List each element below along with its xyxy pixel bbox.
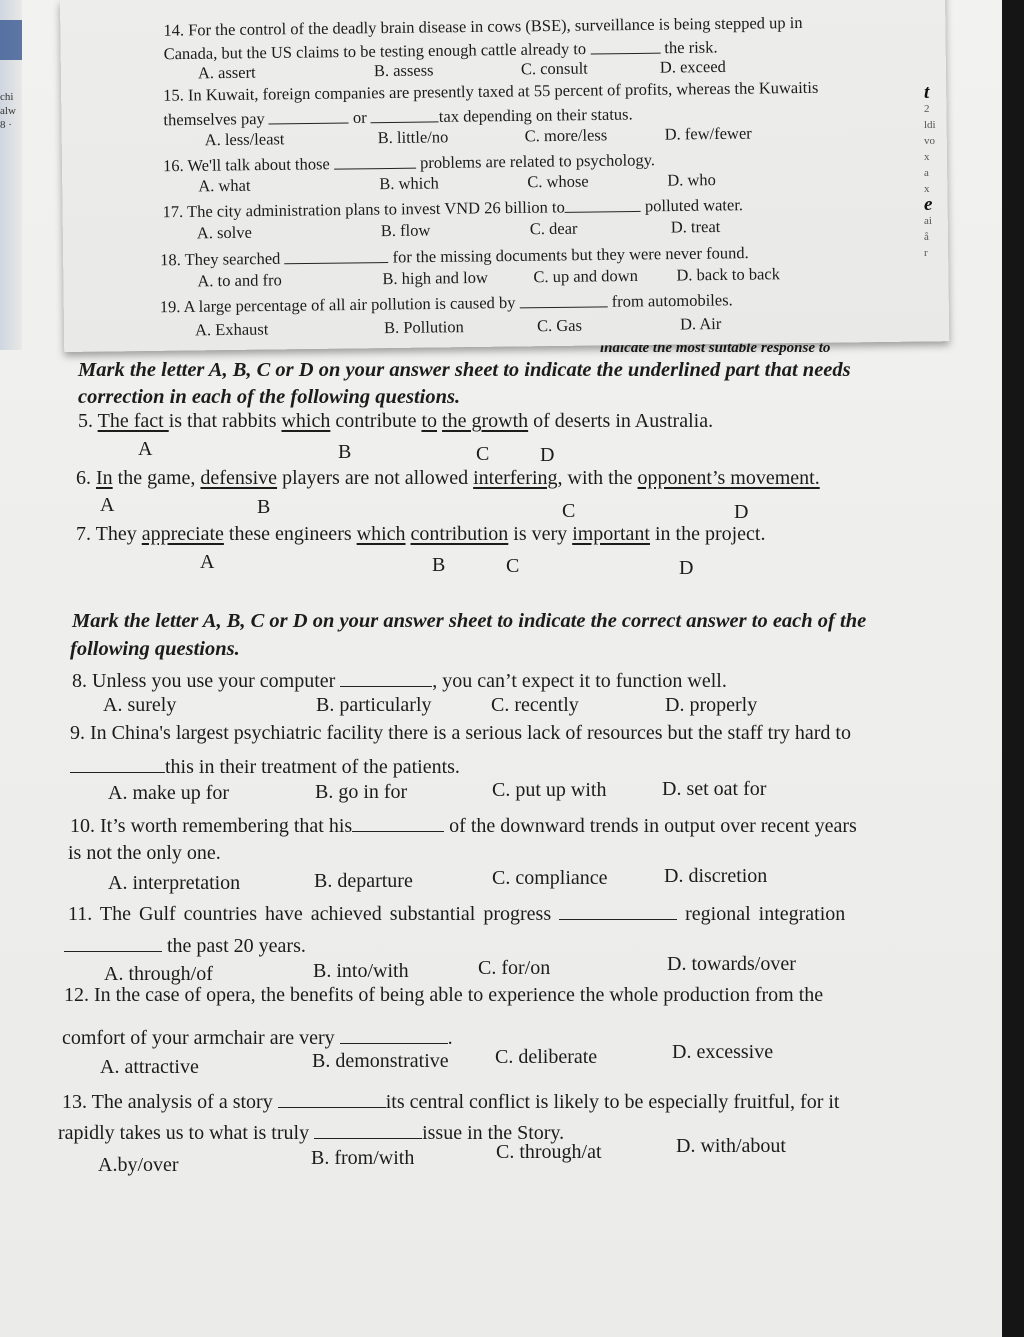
question-8: 8. Unless you use your computer , you can’t expect it to function well. [72, 666, 727, 693]
mark-ldi: ldi [924, 119, 936, 131]
q19-blank [519, 289, 607, 308]
q14-option-d: D. exceed [659, 56, 726, 77]
q12-option-c: C. deliberate [495, 1046, 598, 1068]
q6-letter-a: A [100, 494, 115, 516]
question-14-line-2: Canada, but the US claims to be testing enough cattle already to the risk. [163, 37, 718, 64]
q9-option-a: A. make up for [108, 782, 230, 804]
q9-option-d: D. set oat for [662, 778, 767, 800]
question-19: 19. A large percentage of all air pollution is caused by from automobiles. [159, 290, 733, 317]
question-17: 17. The city administration plans to invest VND 26 billion to polluted water. [162, 195, 744, 222]
question-5: 5. The fact is that rabbits which contribute to the growth of deserts in Australia. [78, 410, 714, 432]
q13-option-a: A.by/over [98, 1154, 179, 1176]
mark-x2: x [924, 183, 930, 195]
mark-x1: x [924, 151, 930, 163]
q8-option-d: D. properly [665, 694, 758, 716]
q9-option-b: B. go in for [315, 781, 408, 803]
question-11: 11. The Gulf countries have achieved substantial progress regional integration [68, 899, 845, 926]
q19-option-b: B. Pollution [383, 317, 464, 338]
q12-option-a: A. attractive [100, 1056, 199, 1078]
question-13-line-2: rapidly takes us to what is truly issue in the Story. [58, 1118, 564, 1145]
q13-option-b: B. from/with [311, 1147, 415, 1169]
question-11-line-2: the past 20 years. [64, 931, 306, 958]
q5-letter-c: C [476, 443, 490, 465]
q13-blank-1 [278, 1087, 386, 1108]
mark-vo: vo [924, 135, 935, 147]
q18-option-d: D. back to back [676, 264, 781, 285]
question-9: 9. In China's largest psychiatric facility there is a serious lack of resources but the staff try hard to [70, 722, 851, 744]
instruction-error-l2: correction in each of the following questions. [78, 386, 461, 408]
mark-ai: ai [924, 215, 932, 227]
mark-r: r [924, 247, 928, 259]
q14-option-c: C. consult [520, 58, 588, 79]
left-page-strip [0, 0, 22, 350]
instruction-correct-l1: Mark the letter A, B, C or D on your answer sheet to indicate the correct answer to each of the [72, 610, 867, 632]
q15-option-c: C. more/less [524, 125, 608, 146]
q10-option-a: A. interpretation [108, 872, 241, 894]
q6-letter-d: D [734, 501, 749, 523]
question-13: 13. The analysis of a story its central conflict is likely to be especially fruitful, for it [62, 1087, 839, 1114]
question-6: 6. In the game, defensive players are not allowed interfering, with the opponent’s movement. [76, 467, 820, 489]
question-15: 15. In Kuwait, foreign companies are presently taxed at 55 percent of profits, whereas the Kuwaitis [163, 77, 819, 105]
q18-option-a: A. to and fro [197, 270, 282, 291]
q11-option-c: C. for/on [478, 957, 551, 979]
q8-option-a: A. surely [103, 694, 177, 716]
question-10: 10. It’s worth remembering that his of the downward trends in output over recent years [70, 811, 857, 838]
q13-option-d: D. with/about [676, 1135, 786, 1157]
q11-blank-2 [64, 931, 162, 952]
q10-option-c: C. compliance [492, 867, 608, 889]
mark-a: a [924, 167, 929, 179]
q10-option-d: D. discretion [664, 865, 768, 887]
q8-option-b: B. particularly [316, 694, 432, 716]
q16-option-a: A. what [198, 175, 251, 196]
q7-letter-c: C [506, 555, 520, 577]
q16-option-d: D. who [667, 170, 716, 190]
q6-letter-c: C [562, 500, 576, 522]
q11-option-b: B. into/with [313, 960, 409, 982]
q14-option-a: A. assert [197, 62, 256, 83]
q11-blank-1 [559, 899, 677, 920]
left-margin-text: chi alw 8 · [0, 91, 16, 131]
q18-blank [284, 245, 388, 264]
q11-option-a: A. through/of [104, 963, 213, 985]
q17-option-d: D. treat [670, 216, 721, 237]
q16-blank [334, 151, 416, 170]
q15-blank-1 [269, 105, 349, 123]
mark-t: t [924, 82, 930, 103]
q7-letter-a: A [200, 551, 215, 573]
blue-tab [0, 20, 22, 60]
question-9-line-2: this in their treatment of the patients. [70, 752, 460, 779]
q13-option-c: C. through/at [496, 1141, 602, 1163]
cut-instruction: indicate the most suitable response to [600, 340, 831, 356]
q18-option-c: C. up and down [533, 265, 639, 287]
q18-option-b: B. high and low [382, 267, 488, 289]
q13-blank-2 [314, 1118, 422, 1139]
q14-blank [590, 36, 660, 54]
q5-letter-a: A [138, 438, 153, 460]
mark-2: 2 [924, 103, 930, 115]
q8-blank [340, 666, 432, 687]
q15-blank-2 [371, 104, 439, 122]
q5-letter-d: D [540, 444, 555, 466]
q9-blank [70, 752, 165, 773]
q11-option-d: D. towards/over [667, 953, 796, 975]
q15-option-d: D. few/fewer [664, 123, 752, 144]
question-18: 18. They searched for the missing documents but they were never found. [160, 243, 749, 270]
mark-e: e [924, 194, 933, 215]
q16-option-b: B. which [379, 173, 439, 194]
q7-letter-b: B [432, 554, 446, 576]
q12-blank [340, 1023, 448, 1044]
question-12: 12. In the case of opera, the benefits of being able to experience the whole production from the [64, 984, 824, 1006]
question-14: 14. For the control of the deadly brain disease in cows (BSE), surveillance is being stepped up in [163, 12, 803, 40]
q12-option-b: B. demonstrative [312, 1050, 449, 1072]
q15-option-b: B. little/no [377, 127, 449, 148]
q9-option-c: C. put up with [492, 779, 607, 801]
q19-option-a: A. Exhaust [194, 319, 269, 340]
q15-option-a: A. less/least [204, 129, 285, 150]
question-15-line-2: themselves pay or tax depending on their status. [163, 104, 633, 130]
mark-a2: å [924, 231, 929, 243]
q19-option-c: C. Gas [536, 315, 583, 336]
q6-letter-b: B [257, 496, 271, 518]
question-10-line-2: is not the only one. [68, 842, 221, 864]
q12-option-d: D. excessive [672, 1041, 774, 1063]
q14-option-b: B. assess [373, 60, 434, 81]
instruction-correct-l2: following questions. [70, 638, 240, 660]
q17-option-b: B. flow [380, 220, 431, 241]
question-7: 7. They appreciate these engineers which contribution is very important in the project. [76, 523, 766, 545]
q10-option-b: B. departure [314, 870, 413, 892]
q16-option-c: C. whose [527, 171, 589, 192]
right-margin-marks [924, 82, 952, 261]
question-12-line-2: comfort of your armchair are very . [62, 1023, 453, 1050]
instruction-error-l1: Mark the letter A, B, C or D on your answer sheet to indicate the underlined part that needs [78, 359, 851, 381]
q17-option-a: A. solve [196, 222, 252, 243]
background-edge [1002, 0, 1024, 1337]
q10-blank [352, 811, 444, 832]
q17-blank [565, 194, 641, 212]
q19-option-d: D. Air [679, 313, 722, 334]
q5-letter-b: B [338, 441, 352, 463]
overlapping-sheet [60, 0, 949, 352]
q8-option-c: C. recently [491, 694, 579, 716]
q7-letter-d: D [679, 557, 694, 579]
question-16: 16. We'll talk about those problems are related to psychology. [162, 150, 656, 176]
q17-option-c: C. dear [529, 218, 578, 239]
